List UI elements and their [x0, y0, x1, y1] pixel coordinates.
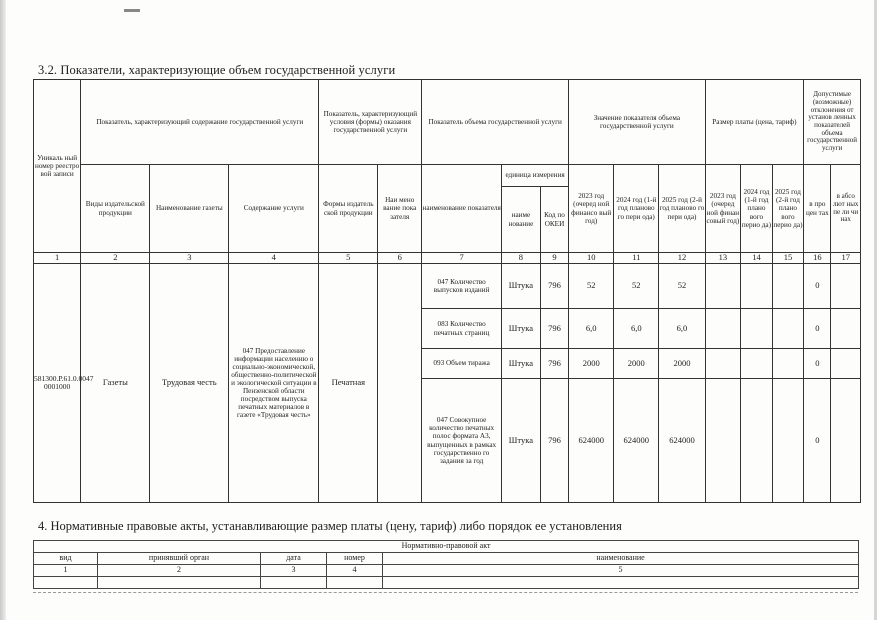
indicator-deviation-abs	[831, 309, 861, 349]
row-content: 047 Предоставление информации населению о социально-экономической, общественно-политической и экологической ситуации в Пензенской области посредством выпуска печатных материалов в газете «Трудовая честь»	[229, 264, 319, 503]
indicator-v2024: 624000	[614, 379, 659, 503]
indicator-unit: Штука	[502, 309, 541, 349]
npa-header: Нормативно-правовой акт	[34, 541, 859, 553]
fee-2025	[772, 264, 803, 309]
header-f2023: 2023 год (очеред ной финан совый год)	[705, 165, 741, 253]
fee-2025	[772, 349, 803, 379]
col-num: 7	[422, 253, 502, 264]
indicator-v2025: 52	[659, 264, 705, 309]
staple-mark	[124, 9, 140, 12]
header-absolute: в абсо лют ных пе ли чи нах	[831, 165, 861, 253]
fee-2024	[741, 349, 772, 379]
indicator-unit: Штука	[502, 379, 541, 503]
header-volume-group: Показатель объема государственной услуги	[422, 80, 569, 165]
indicator-okei: 796	[540, 309, 568, 349]
section4-title: 4. Нормативные правовые акты, устанавливающие размер платы (цену, тариф) либо порядок ее установления	[38, 519, 622, 533]
fee-2023	[705, 264, 741, 309]
indicator-v2025: 2000	[659, 349, 705, 379]
header-types: Виды издательской продукции	[81, 165, 150, 253]
header-value-group: Значение показателя объема государственной услуги	[569, 80, 705, 165]
row-indicator-blank	[378, 264, 422, 503]
fee-2023	[705, 379, 741, 503]
row-type: Газеты	[81, 264, 150, 503]
npa-empty-cell	[261, 577, 327, 589]
npa-empty-cell	[327, 577, 383, 589]
col-num: 17	[831, 253, 861, 264]
npa-empty-cell	[98, 577, 261, 589]
col-num: 5	[319, 253, 378, 264]
indicator-okei: 796	[540, 379, 568, 503]
npa-col-authority: принявший орган	[98, 553, 261, 565]
indicator-unit: Штука	[502, 264, 541, 309]
header-f2025: 2025 год (2-й год плано вого перио да)	[772, 165, 803, 253]
fee-2023	[705, 349, 741, 379]
fee-2024	[741, 379, 772, 503]
npa-col-date: дата	[261, 553, 327, 565]
npa-num: 5	[383, 565, 859, 577]
npa-col-type: вид	[34, 553, 98, 565]
indicator-name: 047 Совокупное количество печатных полос формата А3, выпущенных в рамках государственно го задания за год	[422, 379, 502, 503]
section-title: 3.2. Показатели, характеризующие объем государственной услуги	[38, 63, 396, 77]
indicator-deviation-abs	[831, 379, 861, 503]
row-newspaper: Трудовая честь	[150, 264, 229, 503]
indicator-name: 083 Количество печатных страниц	[422, 309, 502, 349]
indicator-v2025: 624000	[659, 379, 705, 503]
npa-num: 4	[327, 565, 383, 577]
col-num: 2	[81, 253, 150, 264]
indicator-okei: 796	[540, 349, 568, 379]
header-service-content: Содержание услуги	[229, 165, 319, 253]
legal-acts-table	[33, 540, 859, 589]
indicator-v2024: 52	[614, 264, 659, 309]
header-indicator-name: наименование показателя	[422, 165, 502, 253]
indicator-deviation-abs	[831, 264, 861, 309]
col-num: 11	[614, 253, 659, 264]
col-num: 13	[705, 253, 741, 264]
col-num: 16	[804, 253, 831, 264]
col-num: 10	[569, 253, 614, 264]
indicator-v2023: 52	[569, 264, 614, 309]
col-num: 8	[502, 253, 541, 264]
col-num: 14	[741, 253, 772, 264]
header-fee-group: Размер платы (цена, тариф)	[705, 80, 804, 165]
npa-num: 1	[34, 565, 98, 577]
npa-col-number: номер	[327, 553, 383, 565]
fee-2024	[741, 264, 772, 309]
header-unique-no: Уникаль ный номер реестро вой записи	[34, 80, 81, 253]
npa-col-name: наименование	[383, 553, 859, 565]
header-content-group: Показатель, характеризующий содержание государственной услуги	[81, 80, 319, 165]
npa-empty-cell	[34, 577, 98, 589]
row-unique-no: 581300.Р.61.0.0047 0001000	[34, 264, 81, 503]
fee-2025	[772, 379, 803, 503]
header-okei: Код по ОКЕИ	[540, 187, 568, 253]
indicator-name: 093 Объем тиража	[422, 349, 502, 379]
indicator-deviation-pct: 0	[804, 379, 831, 503]
row-form: Печатная	[319, 264, 378, 503]
fee-2025	[772, 309, 803, 349]
page-edge-shadow	[0, 0, 6, 620]
header-deviation-group: Допустимые (возможные) отклонения от установ ленных показателей объема государственной услуги	[804, 80, 861, 165]
col-num: 9	[540, 253, 568, 264]
indicator-okei: 796	[540, 264, 568, 309]
indicator-v2024: 6,0	[614, 309, 659, 349]
header-v2025: 2025 год (2-й год планово го пери ода)	[659, 165, 705, 253]
header-v2024: 2024 год (1-й год планово го пери ода)	[614, 165, 659, 253]
indicator-deviation-pct: 0	[804, 349, 831, 379]
volume-indicators-table	[33, 79, 861, 503]
col-num: 12	[659, 253, 705, 264]
header-newspaper-name: Наименование газеты	[150, 165, 229, 253]
header-unit-name: наиме нование	[502, 187, 541, 253]
indicator-v2023: 2000	[569, 349, 614, 379]
indicator-v2024: 2000	[614, 349, 659, 379]
header-percent: в про цен тах	[804, 165, 831, 253]
npa-empty-cell	[383, 577, 859, 589]
col-num: 4	[229, 253, 319, 264]
header-forms: Формы издатель ской продукции	[319, 165, 378, 253]
fee-2024	[741, 309, 772, 349]
header-indicator-blank: Наи мено вание пока зателя	[378, 165, 422, 253]
header-v2023: 2023 год (очеред ной финансо вый год)	[569, 165, 614, 253]
indicator-v2023: 624000	[569, 379, 614, 503]
header-f2024: 2024 год (1-й год плано вого перио да)	[741, 165, 772, 253]
indicator-unit: Штука	[502, 349, 541, 379]
col-num: 15	[772, 253, 803, 264]
indicator-v2025: 6,0	[659, 309, 705, 349]
indicator-deviation-pct: 0	[804, 264, 831, 309]
col-num: 6	[378, 253, 422, 264]
col-num: 3	[150, 253, 229, 264]
indicator-v2023: 6,0	[569, 309, 614, 349]
indicator-name: 047 Количество выпусков изданий	[422, 264, 502, 309]
header-conditions-group: Показатель, характеризующий условия (формы) оказания государственной услуги	[319, 80, 422, 165]
dashed-rule	[33, 592, 858, 593]
header-unit: единица измерения	[502, 165, 569, 187]
indicator-deviation-abs	[831, 349, 861, 379]
fee-2023	[705, 309, 741, 349]
npa-num: 3	[261, 565, 327, 577]
col-num: 1	[34, 253, 81, 264]
indicator-deviation-pct: 0	[804, 309, 831, 349]
npa-num: 2	[98, 565, 261, 577]
